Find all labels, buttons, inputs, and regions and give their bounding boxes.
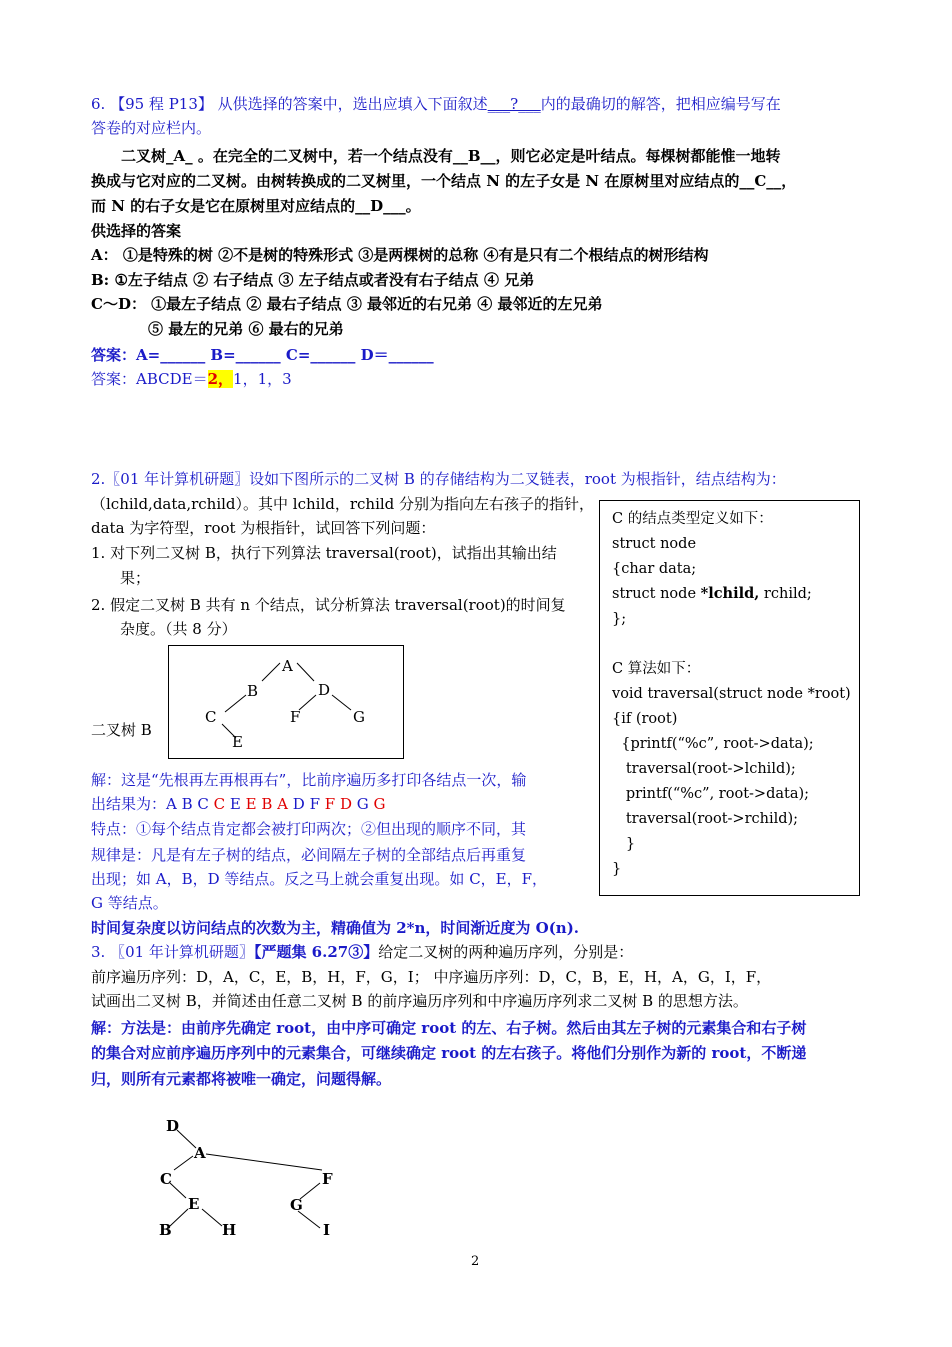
q2-line1: 2.〖01 年计算机研题〗设如下图所示的二叉树 B 的存储结构为二叉链表，root 为根指针，结点结构为：	[91, 470, 786, 488]
q2-solution-2: 出结果为：A B C C E E B A D F F D G G	[91, 795, 386, 813]
output-char: C	[197, 795, 214, 813]
q3-line1: 3. 〖01 年计算机研题〗【严题集 6.27③】给定二叉树的两种遍历序列，分别是：	[91, 943, 634, 961]
tree-b-node-a: A	[282, 657, 293, 675]
q6-line4: 换成与它对应的二叉树。由树转换成的二叉树里，一个结点 N 的左子女是 N 在原树里对应结点的__C__，	[91, 172, 797, 190]
q6-option-a: A： ①是特殊的树 ②不是树的特殊形式 ③是两棵树的总称 ④有是只有二个根结点的树形结构	[91, 246, 709, 264]
answer-highlight: 2，	[207, 370, 234, 388]
tree-b-node-g: G	[353, 708, 365, 726]
tree-b-node-c: C	[205, 708, 217, 726]
q3-node-a: A	[194, 1144, 206, 1162]
q2-solution-5: 出现；如 A，B，D 等结点。反之马上就会重复出现。如 C，E，F，	[91, 870, 548, 888]
tree-b-node-e: E	[232, 733, 243, 751]
output-char: F	[309, 795, 325, 813]
code-line: C 算法如下：	[612, 661, 701, 677]
output-char: A	[277, 795, 293, 813]
code-line: {char data;	[612, 561, 697, 577]
output-char: E	[245, 795, 262, 813]
code-line: }	[612, 861, 622, 877]
tree-b-node-b: B	[247, 682, 259, 700]
output-char: G	[373, 795, 386, 813]
q3-node-e: E	[188, 1195, 200, 1213]
tree-b-node-d: D	[318, 681, 331, 699]
q3-node-g: G	[290, 1196, 303, 1214]
q3-node-c: C	[160, 1170, 172, 1188]
tree-b-box	[168, 645, 404, 759]
output-char: A	[166, 795, 182, 813]
code-line: {printf(“%c”, root->data);	[612, 736, 814, 752]
q6-answer-blanks: 答案：A=______ B=______ C=______ D＝______	[91, 346, 434, 364]
output-char: B	[181, 795, 198, 813]
q2-solution-3: 特点：①每个结点肯定都会被打印两次；②但出现的顺序不同，其	[91, 820, 527, 838]
q2-item1-cont: 果；	[120, 569, 151, 587]
code-line: struct node *lchild, rchild;	[612, 585, 812, 602]
output-char: G	[356, 795, 374, 813]
output-char: F	[324, 795, 340, 813]
q3-tree-diagram	[150, 1110, 370, 1245]
code-line: void traversal(struct node *root)	[612, 686, 851, 702]
q2-item2: 2. 假定二叉树 B 共有 n 个结点，试分析算法 traversal(root)的时间复	[91, 596, 566, 614]
q6-line1: 6. 【95 程 P13】 从供选择的答案中，选出应填入下面叙述___?___内的最确切的解答，把相应编号写在	[91, 95, 781, 113]
q3-solution-1: 解：方法是：由前序先确定 root，由中序可确定 root 的左、右子树。然后由其左子树的元素集合和右子树	[91, 1019, 807, 1037]
q6-option-b: B: ①左子结点 ② 右子结点 ③ 左子结点或者没有右子结点 ④ 兄弟	[91, 271, 535, 289]
q3-line3: 试画出二叉树 B，并简述由任意二叉树 B 的前序遍历序列和中序遍历序列求二叉树 B 的思想方法。	[91, 992, 748, 1010]
code-line: C 的结点类型定义如下：	[612, 511, 773, 527]
code-line: struct node	[612, 536, 697, 552]
q6-options-heading: 供选择的答案	[91, 222, 182, 240]
q3-node-h: H	[222, 1221, 237, 1239]
q2-line3: data 为字符型，root 为根指针，试回答下列问题：	[91, 519, 436, 537]
output-char: B	[261, 795, 278, 813]
output-char: C	[213, 795, 230, 813]
code-line: {if (root)	[612, 711, 678, 727]
q2-complexity: 时间复杂度以访问结点的次数为主，精确值为 2*n，时间渐近度为 O(n).	[91, 919, 580, 937]
q3-line2: 前序遍历序列：D，A，C，E，B，H，F，G，I； 中序遍历序列：D，C，B，E，H，A，G，I，F，	[91, 968, 772, 986]
q2-solution-1: 解：这是“先根再左再根再右”，比前序遍历多打印各结点一次，输	[91, 771, 527, 789]
q6-line2: 答卷的对应栏内。	[91, 119, 212, 137]
q3-node-f: F	[322, 1170, 333, 1188]
code-line: };	[612, 611, 627, 627]
output-char: D	[292, 795, 310, 813]
q2-item2-cont: 杂度。（共 8 分）	[120, 620, 237, 638]
tree-b-label: 二叉树 B	[91, 721, 152, 739]
code-line: traversal(root->lchild);	[612, 761, 796, 777]
tree-b-diagram	[169, 646, 403, 758]
q6-line5: 而 N 的右子女是它在原树里对应结点的__D___。	[91, 197, 421, 215]
q3-node-i: I	[323, 1221, 331, 1239]
code-line: printf(“%c”, root->data);	[612, 786, 810, 802]
q6-option-cd: C～D： ①最左子结点 ② 最右子结点 ③ 最邻近的右兄弟 ④ 最邻近的左兄弟	[91, 295, 603, 313]
q6-option-cd-2: ⑤ 最左的兄弟 ⑥ 最右的兄弟	[148, 320, 344, 338]
q2-item1: 1. 对下列二叉树 B，执行下列算法 traversal(root)，试指出其输出结	[91, 544, 557, 562]
output-char: D	[339, 795, 357, 813]
q3-node-d: D	[166, 1117, 180, 1135]
code-line: }	[612, 836, 636, 852]
q2-line2: （lchild,data,rchild）。其中 lchild，rchild 分别为指向左右孩子的指针，	[91, 495, 595, 513]
q3-solution-3: 归，则所有元素都将被唯一确定，问题得解。	[91, 1070, 392, 1088]
output-sequence	[166, 795, 385, 813]
page-number: 2	[471, 1254, 480, 1269]
output-char: E	[229, 795, 246, 813]
q2-solution-4: 规律是：凡是有左子树的结点，必间隔左子树的全部结点后再重复	[91, 846, 527, 864]
code-box	[599, 500, 860, 896]
q6-line3: 二叉树_A_ 。在完全的二叉树中，若一个结点没有__B__，则它必定是叶结点。每棵树都能惟一地转	[121, 147, 781, 165]
q3-node-b: B	[159, 1221, 172, 1239]
code-line: traversal(root->rchild);	[612, 811, 799, 827]
q2-solution-6: G 等结点。	[91, 894, 168, 912]
tree-b-node-f: F	[290, 708, 301, 726]
q3-solution-2: 的集合对应前序遍历序列中的元素集合，可继续确定 root 的左右孩子。将他们分别作为新的 root，不断递	[91, 1044, 807, 1062]
q6-answer: 答案：ABCDE＝2，1，1，3	[91, 370, 292, 388]
